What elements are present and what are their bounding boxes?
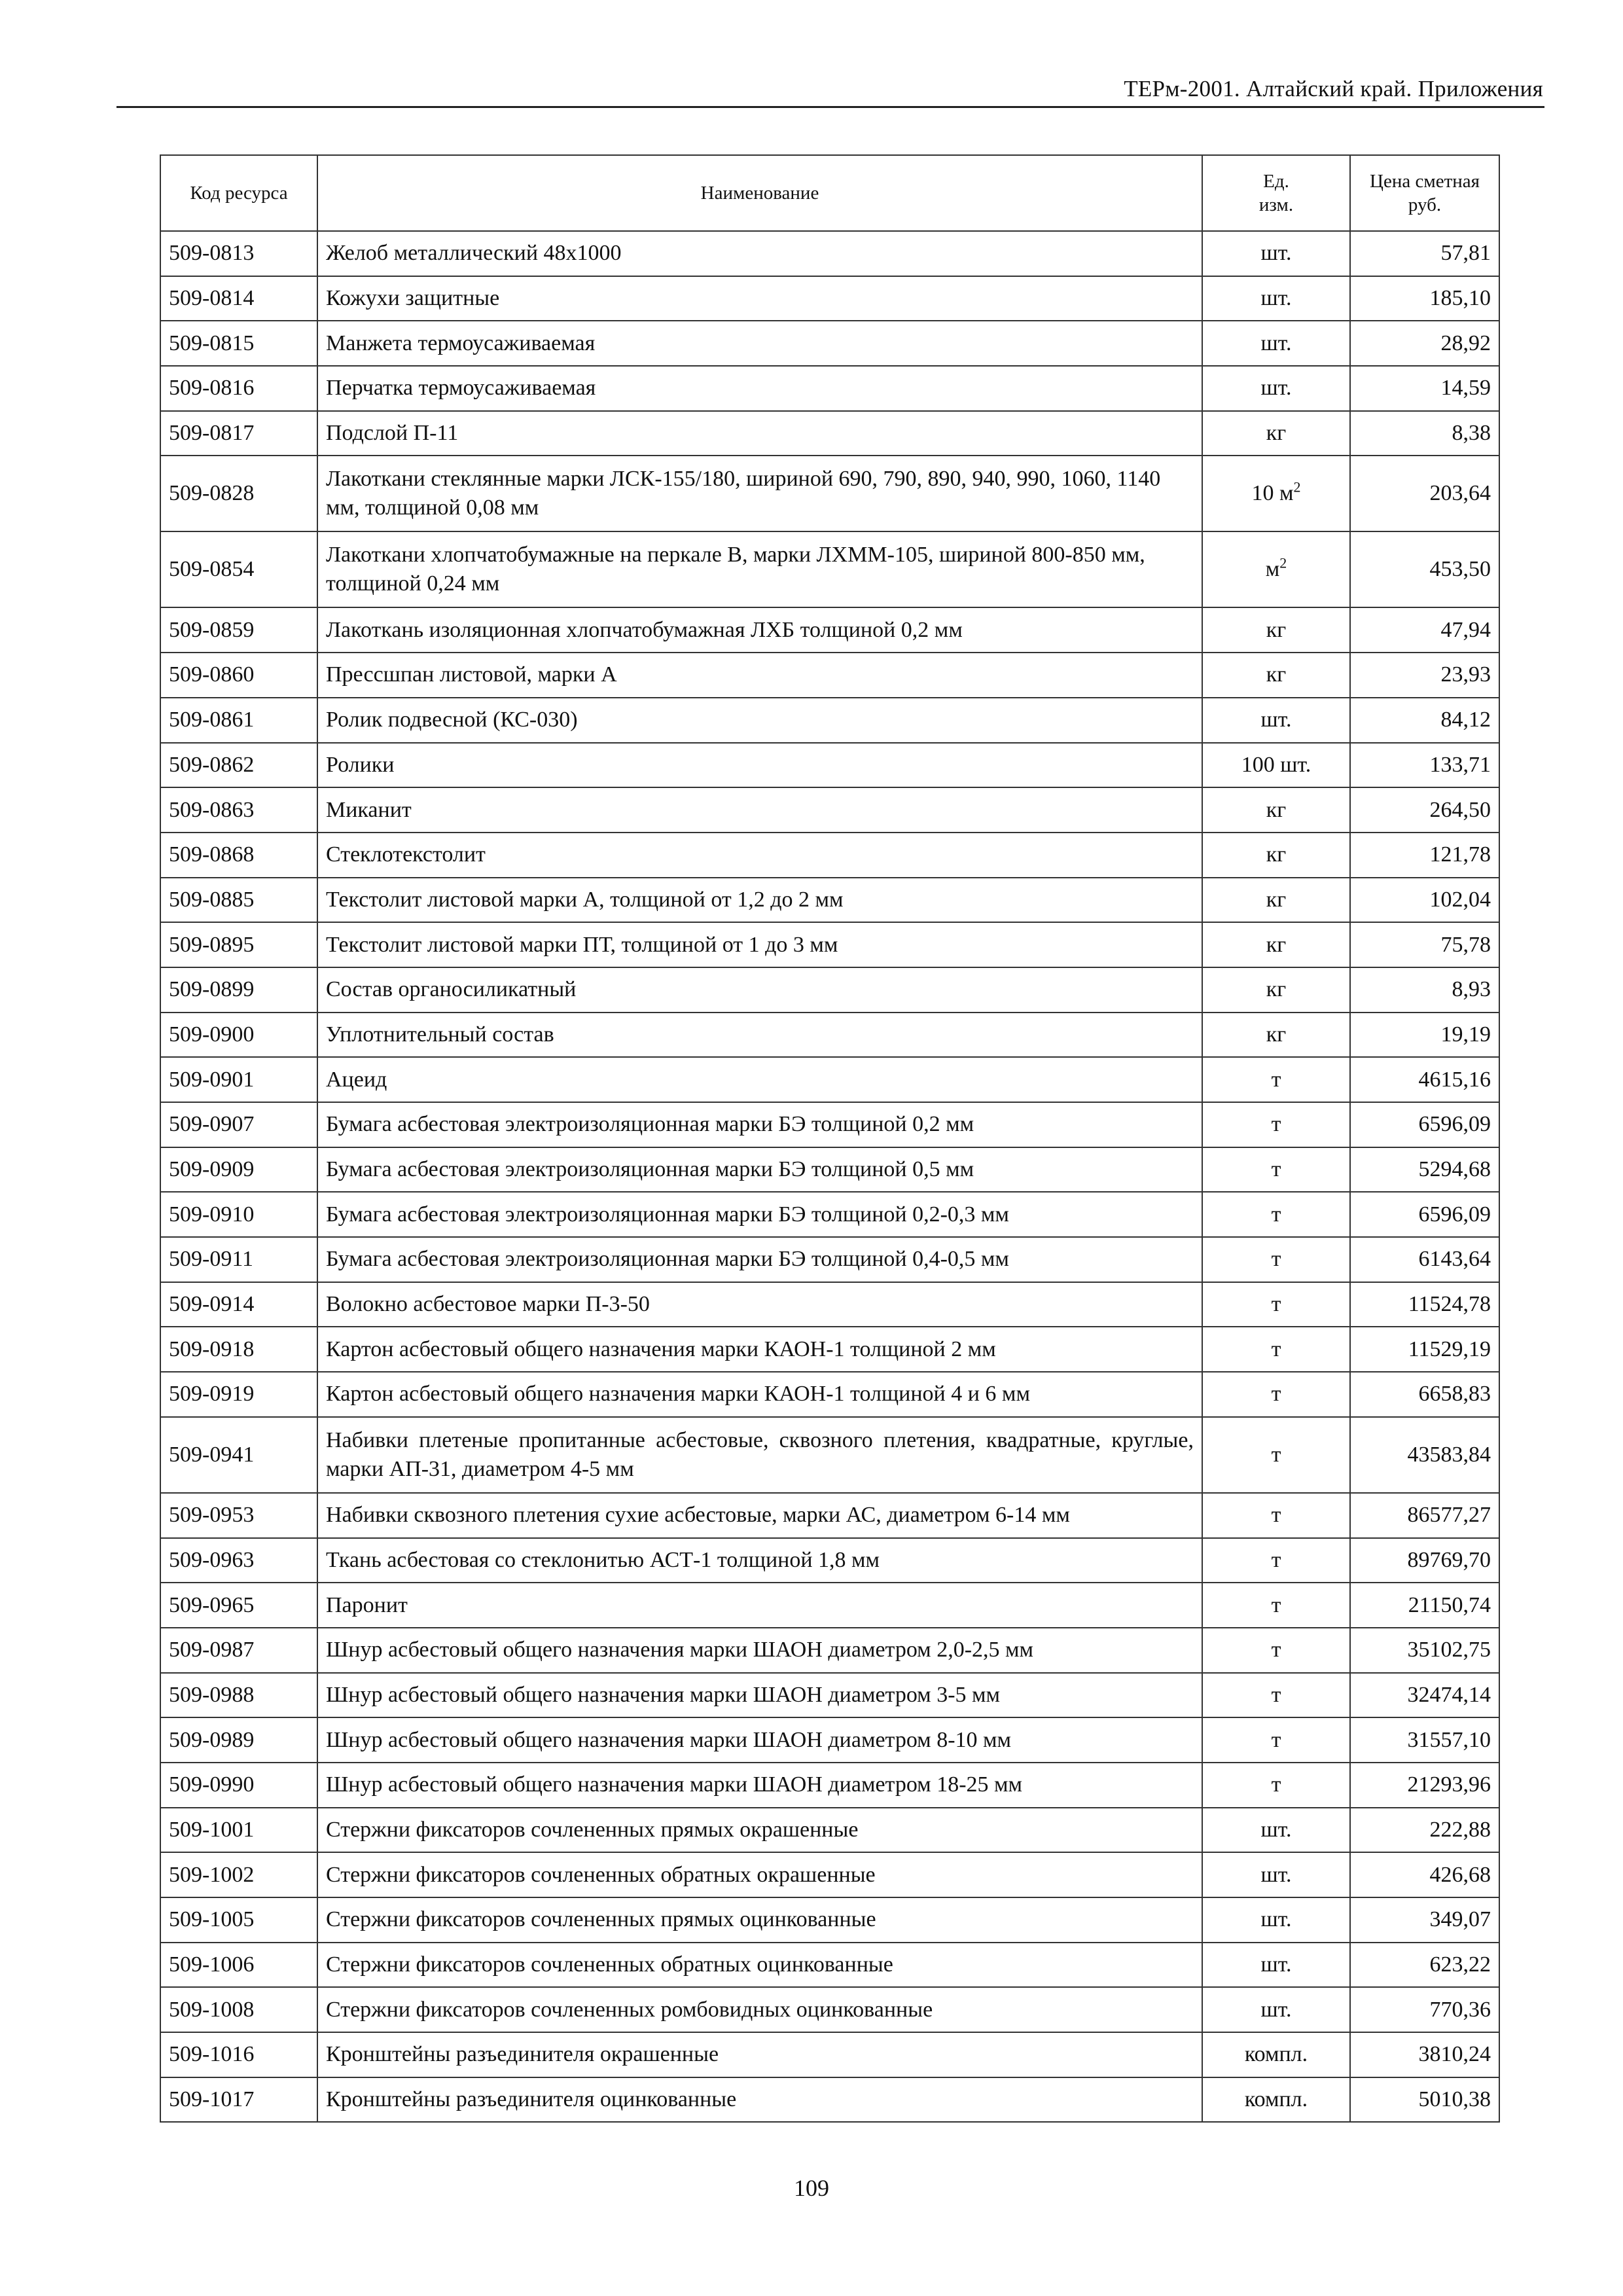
unit-label: т <box>1271 1247 1281 1272</box>
cell-unit <box>1202 743 1350 788</box>
cell-unit <box>1202 1192 1350 1237</box>
cell-resource-code: 509-0901 <box>160 1057 317 1102</box>
cell-price: 264,50 <box>1350 787 1499 833</box>
cell-unit <box>1202 2032 1350 2077</box>
unit-label: шт. <box>1260 1817 1292 1842</box>
cell-resource-name: Перчатка термоусаживаемая <box>317 366 1202 411</box>
unit-label: 100 шт. <box>1241 752 1311 777</box>
cell-unit <box>1202 1013 1350 1058</box>
unit-label: кг <box>1266 617 1287 642</box>
table-row <box>160 276 1499 321</box>
table-row <box>160 456 1499 531</box>
cell-resource-name: Кронштейны разъединителя окрашенные <box>317 2032 1202 2077</box>
table-row <box>160 1763 1499 1808</box>
cell-resource-code: 509-1005 <box>160 1897 317 1943</box>
table-row <box>160 1717 1499 1763</box>
table-row <box>160 878 1499 923</box>
column-header-unit-line2: изм. <box>1258 194 1294 215</box>
cell-resource-name: Миканит <box>317 787 1202 833</box>
cell-resource-code: 509-0895 <box>160 922 317 967</box>
table-row <box>160 1237 1499 1282</box>
unit-label: м <box>1265 557 1280 582</box>
cell-unit <box>1202 456 1350 531</box>
cell-price: 5294,68 <box>1350 1147 1499 1193</box>
cell-resource-name: Стержни фиксаторов сочлененных прямых оцинкованные <box>317 1897 1202 1943</box>
cell-resource-name: Кронштейны разъединителя оцинкованные <box>317 2077 1202 2123</box>
cell-resource-name: Стержни фиксаторов сочлененных прямых окрашенные <box>317 1808 1202 1853</box>
cell-resource-name: Шнур асбестовый общего назначения марки ШАОН диаметром 8-10 мм <box>317 1717 1202 1763</box>
cell-resource-name: Прессшпан листовой, марки А <box>317 653 1202 698</box>
cell-unit <box>1202 878 1350 923</box>
cell-unit <box>1202 2077 1350 2123</box>
cell-unit <box>1202 1897 1350 1943</box>
cell-price: 3810,24 <box>1350 2032 1499 2077</box>
cell-resource-name: Желоб металлический 48х1000 <box>317 231 1202 276</box>
cell-resource-name: Бумага асбестовая электроизоляционная марки БЭ толщиной 0,4-0,5 мм <box>317 1237 1202 1282</box>
cell-price: 21293,96 <box>1350 1763 1499 1808</box>
cell-resource-name: Ролик подвесной (КС-030) <box>317 698 1202 743</box>
table-body <box>160 231 1499 2122</box>
cell-unit <box>1202 1538 1350 1583</box>
cell-unit <box>1202 1327 1350 1372</box>
cell-price: 14,59 <box>1350 366 1499 411</box>
unit-label: т <box>1271 1112 1281 1137</box>
cell-price: 6143,64 <box>1350 1237 1499 1282</box>
cell-price: 6596,09 <box>1350 1102 1499 1147</box>
price-table <box>160 154 1500 2123</box>
cell-unit <box>1202 1717 1350 1763</box>
cell-resource-code: 509-0987 <box>160 1628 317 1673</box>
cell-unit <box>1202 607 1350 653</box>
column-header-price-line1: Цена сметная <box>1370 171 1480 192</box>
column-header-name: Наименование <box>317 155 1202 231</box>
cell-resource-name: Набивки плетеные пропитанные асбестовые, сквозного плетения, квадратные, круглые, марки АП-31, диаметром 4-5 мм <box>317 1417 1202 1493</box>
table-row <box>160 1628 1499 1673</box>
cell-resource-code: 509-0854 <box>160 531 317 607</box>
cell-resource-name: Волокно асбестовое марки П-3-50 <box>317 1282 1202 1327</box>
table-row <box>160 607 1499 653</box>
document-title: ТЕРм-2001. Алтайский край. Приложения <box>1124 76 1543 101</box>
unit-label: т <box>1271 1727 1281 1752</box>
cell-price: 11529,19 <box>1350 1327 1499 1372</box>
cell-unit <box>1202 787 1350 833</box>
table-row <box>160 1013 1499 1058</box>
unit-label: шт. <box>1260 286 1292 311</box>
unit-label: т <box>1271 1442 1281 1467</box>
cell-price: 133,71 <box>1350 743 1499 788</box>
cell-resource-code: 509-0941 <box>160 1417 317 1493</box>
cell-unit <box>1202 321 1350 366</box>
cell-resource-name: Картон асбестовый общего назначения марки КАОН-1 толщиной 4 и 6 мм <box>317 1372 1202 1417</box>
cell-resource-name: Текстолит листовой марки ПТ, толщиной от 1 до 3 мм <box>317 922 1202 967</box>
table-row <box>160 653 1499 698</box>
cell-resource-code: 509-0988 <box>160 1673 317 1718</box>
cell-price: 31557,10 <box>1350 1717 1499 1763</box>
cell-resource-code: 509-0868 <box>160 833 317 878</box>
cell-unit <box>1202 1493 1350 1538</box>
table-row <box>160 366 1499 411</box>
cell-resource-name: Лакоткани хлопчатобумажные на перкале В, марки ЛХММ-105, шириной 800-850 мм, толщиной 0,24 мм <box>317 531 1202 607</box>
cell-resource-code: 509-0909 <box>160 1147 317 1193</box>
cell-resource-code: 509-0813 <box>160 231 317 276</box>
cell-price: 770,36 <box>1350 1987 1499 2032</box>
table-row <box>160 1943 1499 1988</box>
cell-price: 28,92 <box>1350 321 1499 366</box>
unit-label: кг <box>1266 662 1287 687</box>
cell-price: 35102,75 <box>1350 1628 1499 1673</box>
cell-unit <box>1202 833 1350 878</box>
page-number: 109 <box>794 2175 829 2201</box>
cell-unit <box>1202 1147 1350 1193</box>
cell-unit <box>1202 1372 1350 1417</box>
cell-unit <box>1202 1102 1350 1147</box>
cell-resource-name: Ткань асбестовая со стеклонитью АСТ-1 толщиной 1,8 мм <box>317 1538 1202 1583</box>
cell-price: 19,19 <box>1350 1013 1499 1058</box>
unit-label: т <box>1271 1292 1281 1317</box>
cell-resource-code: 509-0989 <box>160 1717 317 1763</box>
cell-resource-code: 509-0814 <box>160 276 317 321</box>
cell-resource-code: 509-1016 <box>160 2032 317 2077</box>
cell-unit <box>1202 1628 1350 1673</box>
cell-resource-code: 509-0885 <box>160 878 317 923</box>
column-header-code: Код ресурса <box>160 155 317 231</box>
table-row <box>160 1372 1499 1417</box>
table-row <box>160 1538 1499 1583</box>
cell-price: 349,07 <box>1350 1897 1499 1943</box>
unit-exponent: 2 <box>1279 555 1287 572</box>
cell-price: 6658,83 <box>1350 1372 1499 1417</box>
cell-unit <box>1202 1673 1350 1718</box>
cell-resource-name: Лакоткани стеклянные марки ЛСК-155/180, шириной 690, 790, 890, 940, 990, 1060, 1140 мм, толщиной 0,08 мм <box>317 456 1202 531</box>
unit-label: кг <box>1266 977 1287 1002</box>
unit-label: шт. <box>1260 331 1292 355</box>
cell-price: 5010,38 <box>1350 2077 1499 2123</box>
cell-price: 43583,84 <box>1350 1417 1499 1493</box>
page-header <box>116 73 1544 108</box>
cell-unit <box>1202 1417 1350 1493</box>
table-row <box>160 1327 1499 1372</box>
unit-exponent: 2 <box>1293 479 1301 496</box>
cell-price: 86577,27 <box>1350 1493 1499 1538</box>
unit-label: т <box>1271 1202 1281 1227</box>
cell-resource-name: Состав органосиликатный <box>317 967 1202 1013</box>
cell-price: 23,93 <box>1350 653 1499 698</box>
cell-price: 623,22 <box>1350 1943 1499 1988</box>
unit-label: компл. <box>1244 2042 1308 2067</box>
cell-resource-name: Бумага асбестовая электроизоляционная марки БЭ толщиной 0,2 мм <box>317 1102 1202 1147</box>
cell-resource-code: 509-0815 <box>160 321 317 366</box>
cell-resource-name: Картон асбестовый общего назначения марки КАОН-1 толщиной 2 мм <box>317 1327 1202 1372</box>
table-row <box>160 411 1499 456</box>
cell-price: 222,88 <box>1350 1808 1499 1853</box>
table-row <box>160 1417 1499 1493</box>
cell-resource-code: 509-0911 <box>160 1237 317 1282</box>
cell-price: 89769,70 <box>1350 1538 1499 1583</box>
cell-price: 47,94 <box>1350 607 1499 653</box>
cell-resource-name: Стержни фиксаторов сочлененных обратных окрашенные <box>317 1852 1202 1897</box>
column-header-unit-line1: Ед. <box>1263 171 1289 192</box>
cell-unit <box>1202 1282 1350 1327</box>
table-row <box>160 1673 1499 1718</box>
table-header-row <box>160 155 1499 231</box>
cell-resource-name: Манжета термоусаживаемая <box>317 321 1202 366</box>
cell-resource-code: 509-0963 <box>160 1538 317 1583</box>
cell-resource-code: 509-0859 <box>160 607 317 653</box>
unit-label: т <box>1271 1638 1281 1662</box>
unit-label: 10 м <box>1251 481 1294 506</box>
unit-label: т <box>1271 1157 1281 1182</box>
unit-label: шт. <box>1260 1907 1292 1932</box>
unit-label: кг <box>1266 421 1287 446</box>
cell-resource-name: Текстолит листовой марки А, толщиной от 1,2 до 2 мм <box>317 878 1202 923</box>
table-row <box>160 321 1499 366</box>
table-row <box>160 1583 1499 1628</box>
cell-resource-code: 509-0899 <box>160 967 317 1013</box>
unit-label: кг <box>1266 842 1287 867</box>
cell-price: 8,38 <box>1350 411 1499 456</box>
cell-resource-code: 509-0953 <box>160 1493 317 1538</box>
table-row <box>160 2077 1499 2123</box>
cell-price: 121,78 <box>1350 833 1499 878</box>
cell-resource-code: 509-0907 <box>160 1102 317 1147</box>
cell-resource-name: Паронит <box>317 1583 1202 1628</box>
table-row <box>160 1808 1499 1853</box>
table-row <box>160 1493 1499 1538</box>
cell-resource-name: Ацеид <box>317 1057 1202 1102</box>
table-row <box>160 1282 1499 1327</box>
cell-resource-name: Кожухи защитные <box>317 276 1202 321</box>
table-row <box>160 1057 1499 1102</box>
unit-label: т <box>1271 1547 1281 1572</box>
table-row <box>160 922 1499 967</box>
unit-label: кг <box>1266 887 1287 912</box>
cell-resource-name: Стержни фиксаторов сочлененных ромбовидных оцинкованные <box>317 1987 1202 2032</box>
cell-resource-code: 509-0900 <box>160 1013 317 1058</box>
column-header-price <box>1350 155 1499 231</box>
cell-price: 21150,74 <box>1350 1583 1499 1628</box>
cell-price: 11524,78 <box>1350 1282 1499 1327</box>
cell-resource-code: 509-1001 <box>160 1808 317 1853</box>
cell-unit <box>1202 653 1350 698</box>
cell-price: 75,78 <box>1350 922 1499 967</box>
cell-unit <box>1202 1237 1350 1282</box>
cell-resource-name: Стержни фиксаторов сочлененных обратных оцинкованные <box>317 1943 1202 1988</box>
cell-price: 203,64 <box>1350 456 1499 531</box>
cell-price: 8,93 <box>1350 967 1499 1013</box>
cell-resource-code: 509-0914 <box>160 1282 317 1327</box>
table-row <box>160 1192 1499 1237</box>
cell-unit <box>1202 967 1350 1013</box>
table-row <box>160 1102 1499 1147</box>
cell-price: 6596,09 <box>1350 1192 1499 1237</box>
unit-label: кг <box>1266 1022 1287 1047</box>
cell-resource-code: 509-1006 <box>160 1943 317 1988</box>
cell-price: 102,04 <box>1350 878 1499 923</box>
cell-unit <box>1202 1808 1350 1853</box>
cell-resource-code: 509-1002 <box>160 1852 317 1897</box>
unit-label: кг <box>1266 797 1287 822</box>
table-row <box>160 531 1499 607</box>
cell-resource-code: 509-0828 <box>160 456 317 531</box>
cell-resource-name: Стеклотекстолит <box>317 833 1202 878</box>
table-row <box>160 1147 1499 1193</box>
unit-label: шт. <box>1260 708 1292 732</box>
cell-resource-code: 509-0919 <box>160 1372 317 1417</box>
cell-resource-name: Лакоткань изоляционная хлопчатобумажная ЛХБ толщиной 0,2 мм <box>317 607 1202 653</box>
cell-resource-name: Набивки сквозного плетения сухие асбестовые, марки АС, диаметром 6-14 мм <box>317 1493 1202 1538</box>
unit-label: компл. <box>1244 2087 1308 2112</box>
cell-unit <box>1202 922 1350 967</box>
cell-unit <box>1202 698 1350 743</box>
cell-resource-name: Подслой П-11 <box>317 411 1202 456</box>
cell-resource-name: Шнур асбестовый общего назначения марки ШАОН диаметром 3-5 мм <box>317 1673 1202 1718</box>
cell-resource-code: 509-0965 <box>160 1583 317 1628</box>
cell-resource-name: Бумага асбестовая электроизоляционная марки БЭ толщиной 0,5 мм <box>317 1147 1202 1193</box>
cell-resource-code: 509-0817 <box>160 411 317 456</box>
cell-price: 453,50 <box>1350 531 1499 607</box>
cell-resource-name: Бумага асбестовая электроизоляционная марки БЭ толщиной 0,2-0,3 мм <box>317 1192 1202 1237</box>
table-row <box>160 1987 1499 2032</box>
column-header-unit <box>1202 155 1350 231</box>
cell-unit <box>1202 1852 1350 1897</box>
cell-price: 426,68 <box>1350 1852 1499 1897</box>
cell-unit <box>1202 231 1350 276</box>
table-row <box>160 231 1499 276</box>
cell-resource-name: Шнур асбестовый общего назначения марки ШАОН диаметром 18-25 мм <box>317 1763 1202 1808</box>
cell-unit <box>1202 1987 1350 2032</box>
cell-unit <box>1202 276 1350 321</box>
cell-resource-name: Уплотнительный состав <box>317 1013 1202 1058</box>
table-row <box>160 787 1499 833</box>
cell-price: 185,10 <box>1350 276 1499 321</box>
cell-resource-name: Ролики <box>317 743 1202 788</box>
unit-label: т <box>1271 1772 1281 1797</box>
unit-label: т <box>1271 1067 1281 1092</box>
cell-resource-code: 509-0860 <box>160 653 317 698</box>
unit-label: т <box>1271 1682 1281 1707</box>
unit-label: шт. <box>1260 1997 1292 2022</box>
cell-resource-code: 509-0863 <box>160 787 317 833</box>
cell-resource-code: 509-0862 <box>160 743 317 788</box>
cell-resource-name: Шнур асбестовый общего назначения марки ШАОН диаметром 2,0-2,5 мм <box>317 1628 1202 1673</box>
cell-resource-code: 509-1017 <box>160 2077 317 2123</box>
column-header-price-line2: руб. <box>1408 194 1442 215</box>
cell-resource-code: 509-0816 <box>160 366 317 411</box>
unit-label: т <box>1271 1382 1281 1407</box>
unit-label: кг <box>1266 932 1287 957</box>
unit-label: т <box>1271 1336 1281 1361</box>
cell-price: 57,81 <box>1350 231 1499 276</box>
table-row <box>160 698 1499 743</box>
table-row <box>160 743 1499 788</box>
unit-label: т <box>1271 1503 1281 1528</box>
cell-unit <box>1202 411 1350 456</box>
table-row <box>160 1897 1499 1943</box>
table-row <box>160 2032 1499 2077</box>
cell-price: 4615,16 <box>1350 1057 1499 1102</box>
cell-resource-code: 509-0918 <box>160 1327 317 1372</box>
cell-unit <box>1202 366 1350 411</box>
table-row <box>160 833 1499 878</box>
cell-unit <box>1202 1763 1350 1808</box>
cell-unit <box>1202 1057 1350 1102</box>
cell-price: 84,12 <box>1350 698 1499 743</box>
cell-unit <box>1202 1943 1350 1988</box>
cell-unit <box>1202 1583 1350 1628</box>
unit-label: шт. <box>1260 241 1292 266</box>
unit-label: т <box>1271 1592 1281 1617</box>
cell-resource-code: 509-0910 <box>160 1192 317 1237</box>
unit-label: шт. <box>1260 376 1292 401</box>
table-row <box>160 1852 1499 1897</box>
cell-unit <box>1202 531 1350 607</box>
unit-label: шт. <box>1260 1952 1292 1977</box>
table-row <box>160 967 1499 1013</box>
cell-price: 32474,14 <box>1350 1673 1499 1718</box>
cell-resource-code: 509-0990 <box>160 1763 317 1808</box>
cell-resource-code: 509-1008 <box>160 1987 317 2032</box>
unit-label: шт. <box>1260 1862 1292 1887</box>
cell-resource-code: 509-0861 <box>160 698 317 743</box>
